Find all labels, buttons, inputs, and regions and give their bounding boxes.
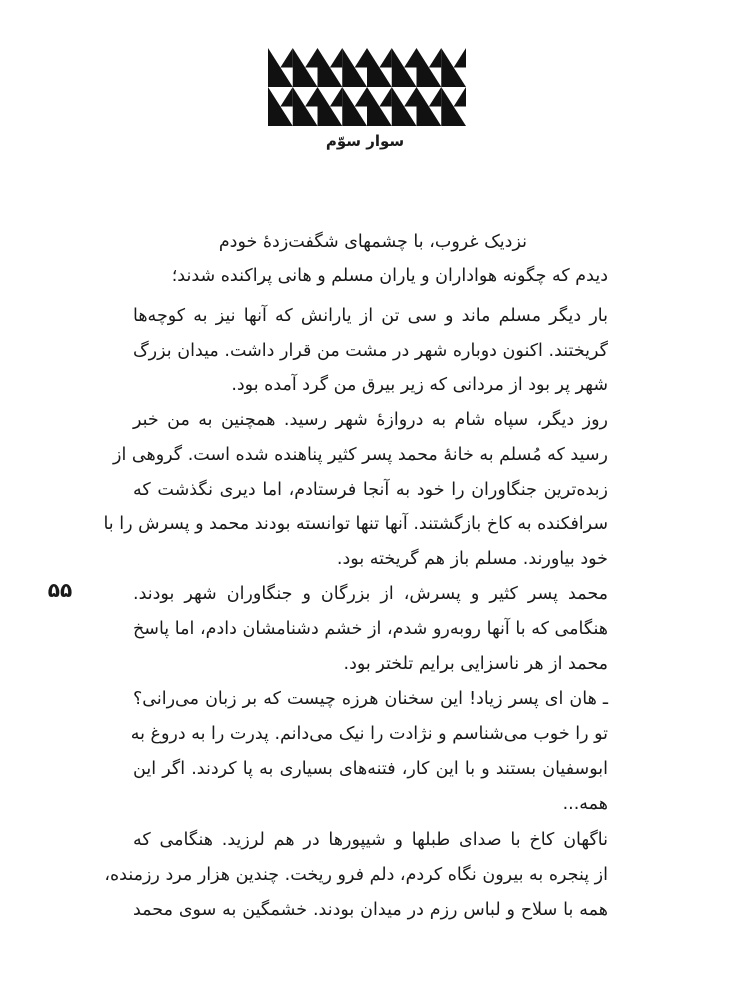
ornament-triangle-small [429,87,441,107]
body-line-9: سرافکنده به کاخ بازگشتند. آنها تنها توانسته بودند محمد و پسرش را با [103,514,608,534]
ornament-triangle-small [330,87,342,107]
body-line-14: ـ هان ای پسر زیاد! این سخنان هرزه چیست که بر زبان می‌رانی؟ [133,689,608,709]
body-line-1: نزدیک غروب، با چشمهای شگفت‌زدهٔ خودم [218,232,527,252]
ornament-triangle-small [429,48,441,68]
body-line-5: شهر پر بود از مردانی که زیر بیرق من گرد آمده بود. [231,375,608,395]
ornament-triangle-small [355,87,367,107]
body-line-4: گریختند. اکنون دوباره شهر در مشت من قرار داشت. میدان بزرگ [133,341,608,361]
ornament-triangle-small [305,87,317,107]
body-line-3: بار دیگر مسلم ماند و سی تن از یارانش که آنها نیز به کوچه‌ها [133,306,608,326]
body-line-13: محمد از هر ناسزایی برایم تلختر بود. [343,654,608,674]
ornament-triangle-small [454,48,466,68]
body-line-2: دیدم که چگونه هواداران و یاران مسلم و هانی پراکنده شدند؛ [171,266,608,286]
ornament-triangle-small [355,48,367,68]
body-line-17: همه... [562,794,608,814]
body-line-19: از پنجره به بیرون نگاه کردم، دلم فرو ریخت. چندین هزار مرد رزمنده، [104,865,608,885]
body-line-16: ابوسفیان بستند و با این کار، فتنه‌های بسیاری به پا کردند. اگر این [133,759,608,779]
ornament-triangle-small [379,48,391,68]
ornament-triangle-small [454,87,466,107]
ornament-triangle-small [280,48,292,68]
body-line-11: محمد پسر کثیر و پسرش، از بزرگان و جنگاوران شهر بودند. [133,584,608,604]
chapter-title: سوار سوّم [325,132,405,150]
ornament-triangle-small [404,87,416,107]
body-line-15: تو را خوب می‌شناسم و نژادت را نیک می‌دانم. پدرت را به دروغ به [130,724,608,744]
body-line-6: روز دیگر، سپاه شام به دروازهٔ شهر رسید. همچنین به من خبر [133,410,608,430]
page-number: ۵۵ [47,578,73,602]
ornament-triangle-small [404,48,416,68]
body-line-10: خود بیاورند. مسلم باز هم گریخته بود. [336,549,608,569]
body-line-8: زبده‌ترین جنگاوران را خود به آنجا فرستادم، اما دیری نگذشت که [133,480,608,500]
body-line-7: رسید که مُسلم به خانهٔ محمد پسر کثیر پناهنده شده است. گروهی از [113,445,608,465]
body-line-20: همه با سلاح و لباس رزم در میدان بودند. خشمگین به سوی محمد [133,900,608,920]
body-line-18: ناگهان کاخ با صدای طبلها و شیپورها در هم لرزید. هنگامی که [133,830,608,850]
ornament-triangle-small [379,87,391,107]
ornament-triangle-small [305,48,317,68]
ornament-triangle-small [280,87,292,107]
body-line-12: هنگامی که با آنها روبه‌رو شدم، از خشم دشنامشان دادم، اما پاسخ [133,619,608,639]
ornament-triangle-small [330,48,342,68]
triangle-ornament [268,48,466,126]
